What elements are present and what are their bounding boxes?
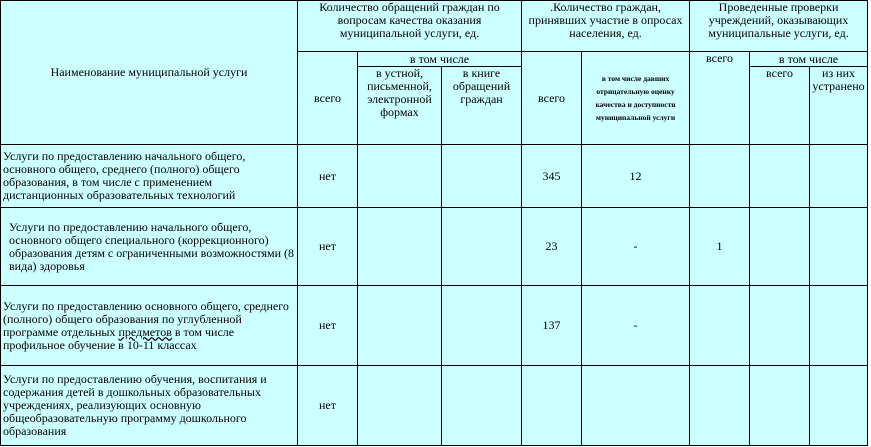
appeals-book [442,145,522,208]
service-name-part-2: в том числе профильное обучение в 10-11 классах [3,324,235,352]
header-service-name: Наименование муниципальной услуги [1,1,298,145]
table-row [1,145,868,208]
header-survey-total: всего [522,52,582,145]
checks-sub-total [750,145,810,208]
survey-negative: 12 [582,145,690,208]
service-name: Услуги по предоставлению начального общего, основного общего специального (коррекционного) образования детям с ограниченными возможностями (8 вида) здоровья [1,208,298,286]
checks-fixed [810,145,868,208]
appeals-total: нет [298,208,358,286]
service-name-part-1: Услуги по предоставлению основного общего, среднего (полного) общего образования по углубленной программе отдельных [3,298,289,339]
header-checks-sub-total: всего [750,67,810,145]
appeals-oral [358,208,442,286]
header-appeals-group: Количество обращений граждан по вопросам качества оказания муниципальной услуги, ед. [298,1,522,52]
header-checks-fixed: из них устранено [810,67,868,145]
appeals-total: нет [298,286,358,366]
table-row [1,366,868,446]
survey-negative: - [582,286,690,366]
header-appeals-including: в том числе [358,52,522,67]
header-appeals-total: всего [298,52,358,145]
checks-fixed [810,286,868,366]
header-survey-negative: в том числе давших отрицательную оценку качества и доступности муниципальной услуги [582,52,690,145]
header-checks-group: Проведенные проверки учреждений, оказывающих муниципальные услуги, ед. [690,1,868,52]
checks-total [690,286,750,366]
header-survey-group: .Количество граждан, принявших участие в опросах населения, ед. [522,1,690,52]
checks-sub-total [750,208,810,286]
checks-total [690,145,750,208]
header-checks-including: в том числе [750,52,868,67]
header-checks-total: всего [690,52,750,145]
service-name [1,286,298,366]
checks-fixed [810,366,868,446]
service-name-underlined-word: предметов [118,324,172,339]
survey-total [522,366,582,446]
checks-sub-total [750,366,810,446]
checks-fixed [810,208,868,286]
table-row [1,286,868,366]
survey-negative [582,366,690,446]
survey-total: 137 [522,286,582,366]
appeals-total: нет [298,145,358,208]
service-name: Услуги по предоставлению начального общего, основного общего, среднего (полного) общего образования, в том числе с применением дистанционных образовательных технологий [1,145,298,208]
header-row-1 [1,1,868,52]
checks-total [690,366,750,446]
survey-total: 345 [522,145,582,208]
checks-total: 1 [690,208,750,286]
appeals-oral [358,286,442,366]
header-appeals-book: в книге обращений граждан [442,67,522,145]
appeals-total: нет [298,366,358,446]
survey-total: 23 [522,208,582,286]
appeals-oral [358,366,442,446]
appeals-oral [358,145,442,208]
survey-negative: - [582,208,690,286]
appeals-book [442,366,522,446]
checks-sub-total [750,286,810,366]
header-appeals-oral: в устной, письменной, электронной формах [358,67,442,145]
appeals-book [442,208,522,286]
table-row [1,208,868,286]
service-name: Услуги по предоставлению обучения, воспитания и содержания детей в дошкольных образовательных учреждениях, реализующих основную общеобразовательную программу дошкольного образования [1,366,298,446]
appeals-book [442,286,522,366]
